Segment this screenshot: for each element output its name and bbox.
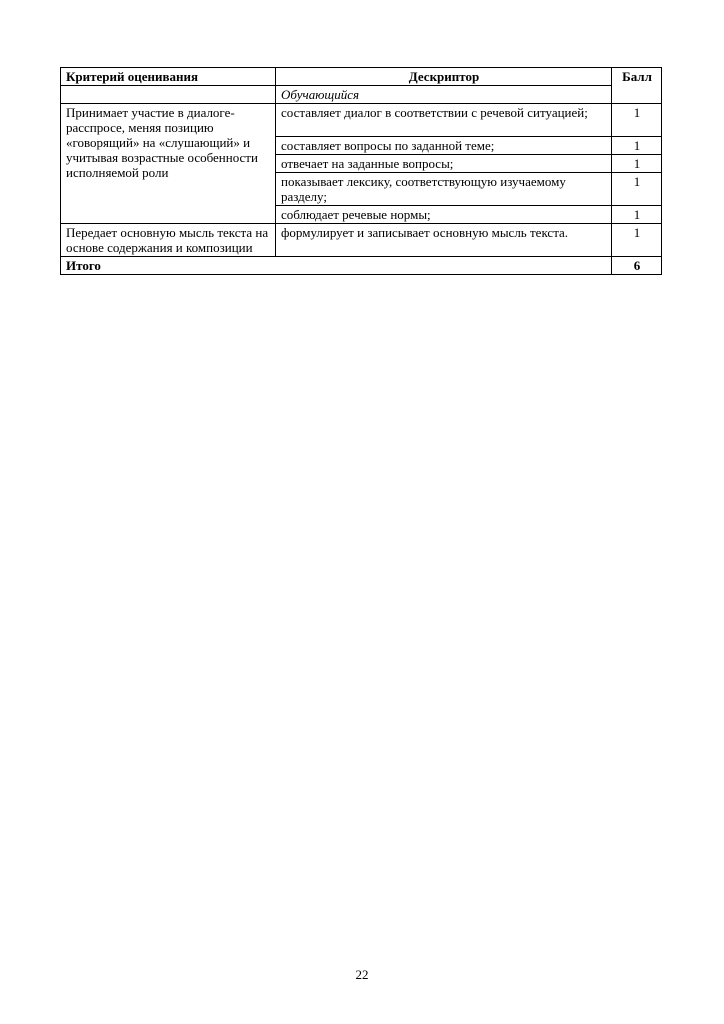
assessment-rubric-table [60,67,662,275]
score-cell: 1 [612,173,662,206]
score-cell: 1 [612,155,662,173]
subheader-empty-cell [61,86,276,104]
descriptor-cell: отвечает на заданные вопросы; [276,155,612,173]
table-header-row [61,68,662,86]
header-score: Балл [612,68,662,104]
score-cell: 1 [612,137,662,155]
total-score: 6 [612,257,662,275]
score-cell: 1 [612,104,662,137]
descriptor-cell: показывает лексику, соответствующую изучаемому разделу; [276,173,612,206]
score-cell: 1 [612,206,662,224]
total-label: Итого [61,257,612,275]
subheader-student: Обучающийся [276,86,612,104]
header-criterion: Критерий оценивания [61,68,276,86]
header-descriptor: Дескриптор [276,68,612,86]
table-row [61,104,662,137]
table-row [61,224,662,257]
descriptor-cell: составляет вопросы по заданной теме; [276,137,612,155]
criterion-cell: Принимает участие в диалоге-расспросе, меняя позицию «говорящий» на «слушающий» и учитывая возрастные особенности исполняемой роли [61,104,276,224]
descriptor-cell: составляет диалог в соответствии с речевой ситуацией; [276,104,612,137]
table-total-row [61,257,662,275]
criterion-cell: Передает основную мысль текста на основе содержания и композиции [61,224,276,257]
descriptor-cell: соблюдает речевые нормы; [276,206,612,224]
descriptor-cell: формулирует и записывает основную мысль текста. [276,224,612,257]
score-cell: 1 [612,224,662,257]
page-number: 22 [355,967,369,982]
table-subheader-row [61,86,662,104]
